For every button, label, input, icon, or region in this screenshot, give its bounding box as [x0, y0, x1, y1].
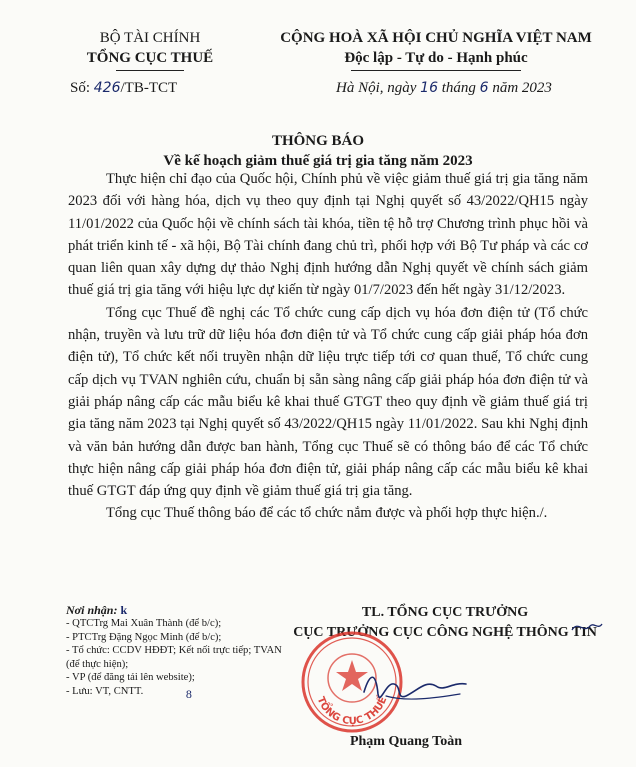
motto-underline — [351, 70, 521, 71]
handwritten-copy-count: 8 — [185, 687, 192, 702]
date-part-place: Hà Nội, ngày — [336, 80, 417, 96]
issuing-agency — [60, 28, 240, 71]
recipient-item: - VP (để đăng tải lên website); — [66, 672, 195, 684]
notice-subject: Về kế hoạch giảm thuế giá trị gia tăng năm 2023 — [163, 153, 473, 169]
recipients-handwritten-mark: k — [120, 603, 128, 617]
doc-number-prefix: Số: — [70, 80, 91, 96]
doc-number-suffix: /TB-TCT — [120, 80, 178, 96]
national-heading — [262, 28, 610, 71]
notice-body — [68, 168, 588, 525]
date-part-year: năm 2023 — [492, 80, 552, 96]
recipients-label: Nơi nhận: — [66, 603, 118, 617]
date-day-handwritten: 16 — [420, 80, 438, 96]
signature-position: CỤC TRƯỞNG CỤC CÔNG NGHỆ THÔNG TIN — [293, 625, 597, 640]
country-name: CỘNG HOÀ XÃ HỘI CHỦ NGHĨA VIỆT NAM — [280, 30, 592, 46]
ministry-name: BỘ TÀI CHÍNH — [99, 30, 201, 46]
body-paragraph-2: Tổng cục Thuế đề nghị các Tổ chức cung cấp dịch vụ hóa đơn điện tử (Tổ chức nhận, truyền và lưu trữ dữ liệu hóa đơn điện tử và Tổ chức cung cấp giải pháp hóa đơn điện tử), Tổ chức kết nối truyền nhận dữ liệu trực tiếp tới cơ quan thuế, Tổ chức cung cấp dịch vụ TVAN nghiên cứu, chuẩn bị sẵn sàng nâng cấp giải pháp hóa đơn điện tử và giải pháp nâng cấp các mẫu biểu kê khai thuế GTGT theo quy định về giảm thuế giá trị gia tăng năm 2023 tại Nghị quyết số 43/2022/QH15 ngày 11/01/2022. Sau khi Nghị định và văn bản hướng dẫn được ban hành, Tổng cục Thuế sẽ có thông báo để các Tổ chức thực hiện nâng cấp giải pháp hóa đơn điện tử, giải pháp nâng cấp các mẫu biểu kê khai thuế GTGT đáp ứng quy định về giảm thuế giá trị gia tăng. — [68, 304, 588, 500]
date-part-month-label: tháng — [441, 80, 476, 96]
handwritten-signature-icon — [356, 662, 476, 712]
recipient-item-archive: - Lưu: VT, CNTT. — [66, 686, 144, 698]
national-motto: Độc lập - Tự do - Hạnh phúc — [344, 50, 528, 66]
doc-number-handwritten: 426 — [93, 80, 121, 96]
signer-name: Phạm Quang Toàn — [349, 734, 463, 749]
recipient-item: - PTCTrg Đặng Ngọc Minh (để b/c); — [66, 631, 222, 643]
signature-authority: TL. TỔNG CỤC TRƯỞNG — [361, 605, 529, 620]
department-underline — [116, 70, 184, 71]
initial-flourish-icon — [570, 618, 604, 636]
recipients-list — [66, 603, 286, 702]
body-paragraph-3: Tổng cục Thuế thông báo để các tổ chức nắm được và phối hợp thực hiện./. — [106, 505, 548, 522]
document-number — [70, 80, 177, 97]
recipients-label-line — [66, 604, 286, 617]
recipient-item — [66, 684, 286, 702]
notice-title — [0, 131, 636, 171]
recipient-item: - Tổ chức: CCDV HĐĐT; Kết nối trực tiếp; TVAN (để thực hiện); — [66, 645, 282, 670]
seal-text: TỔNG CỤC THUẾ — [314, 695, 390, 728]
date-month-handwritten: 6 — [479, 80, 489, 96]
department-name: TỔNG CỤC THUẾ — [86, 50, 214, 66]
recipient-item: - QTCTrg Mai Xuân Thành (để b/c); — [66, 618, 222, 630]
body-paragraph-1: Thực hiện chỉ đạo của Quốc hội, Chính phủ về việc giảm thuế giá trị gia tăng năm 2023 đối với hàng hóa, dịch vụ theo quy định tại Nghị quyết số 43/2022/QH15 ngày 11/01/2022 của Quốc hội về chính sách tài khóa, tiền tệ hỗ trợ Chương trình phục hồi và phát triển kinh tế - xã hội, Bộ Tài chính đang chủ trì, phối hợp với Bộ Tư pháp và các cơ quan liên quan xây dựng dự thảo Nghị định hướng dẫn Nghị quyết về chính sách giảm thuế giá trị gia tăng với hiệu lực dự kiến từ ngày 01/7/2023 đến hết ngày 31/12/2023. — [68, 171, 588, 299]
issue-date — [336, 80, 552, 97]
notice-heading: THÔNG BÁO — [271, 133, 365, 149]
